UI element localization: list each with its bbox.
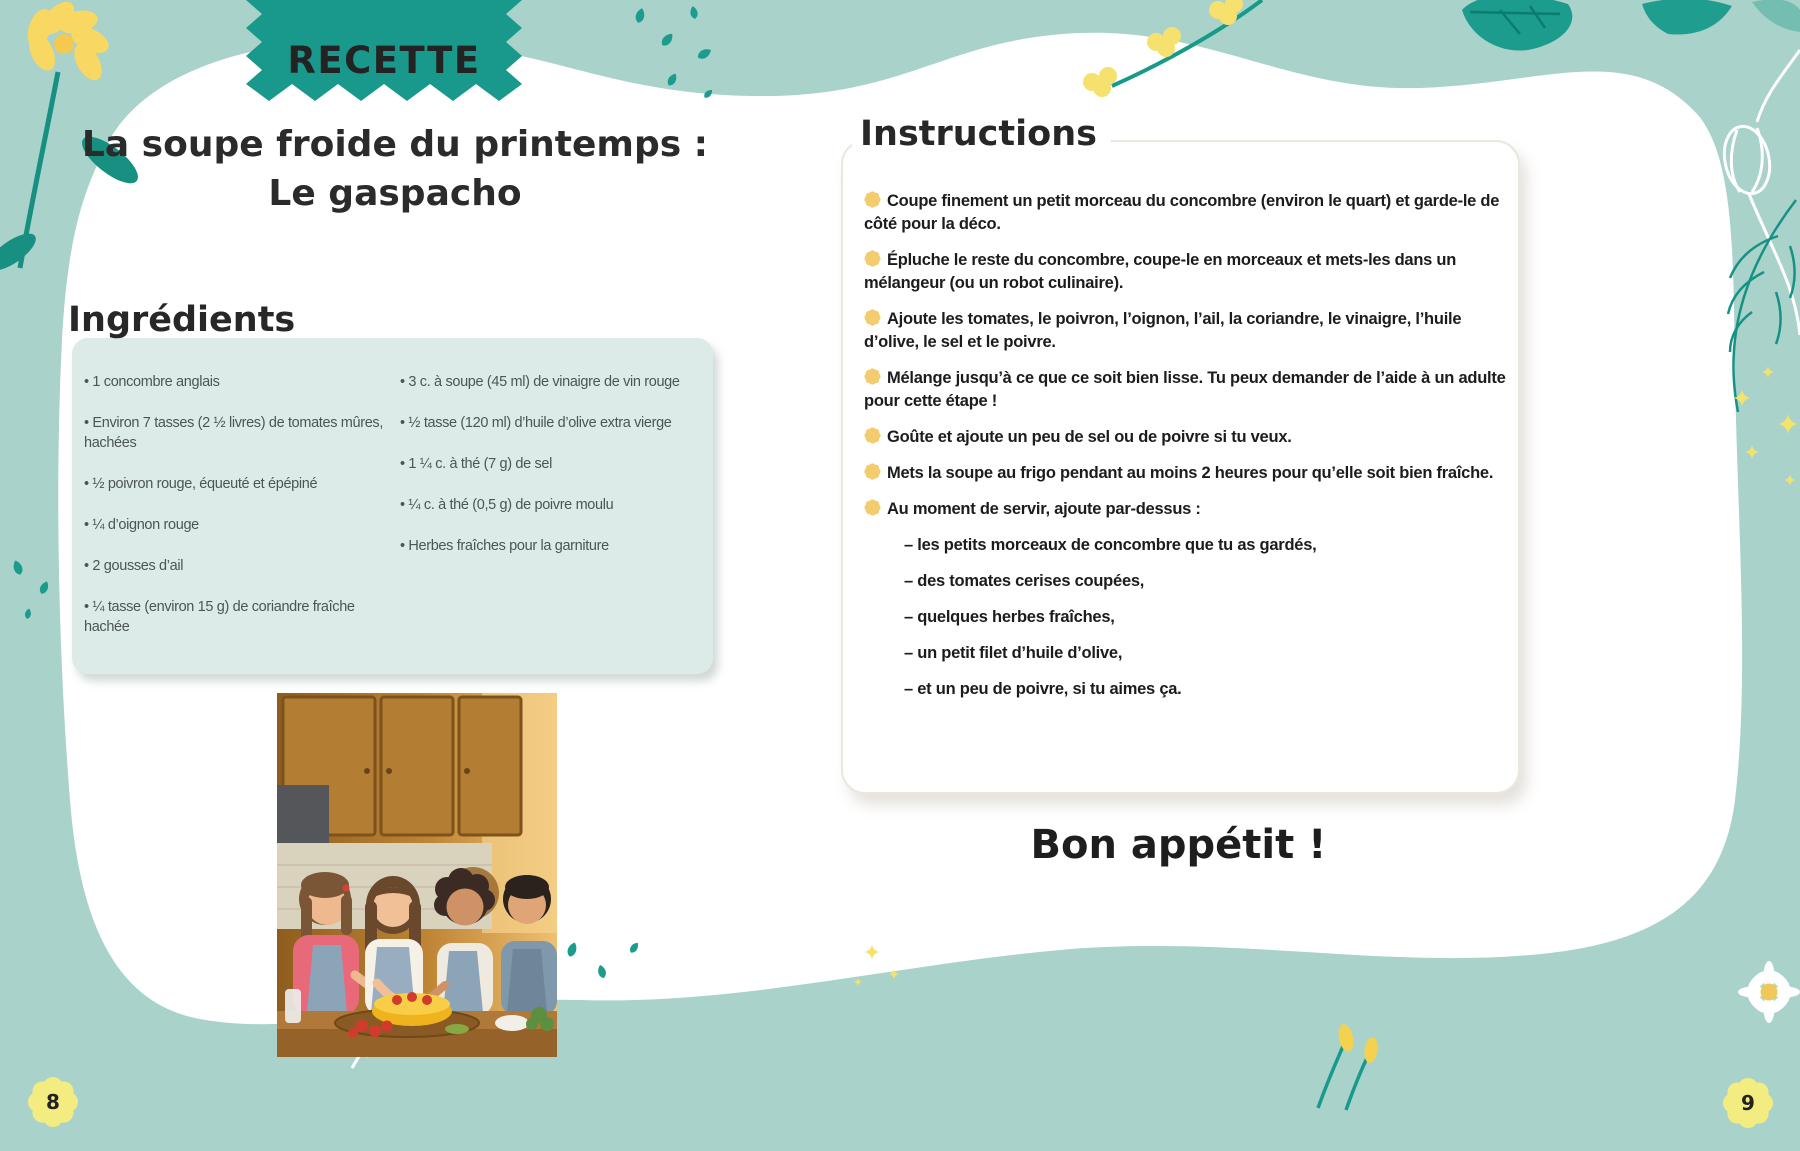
ingredient-item: • 2 gousses d’ail (84, 556, 396, 576)
flower-bullet-icon (864, 309, 881, 326)
ingredient-item: • 1 concombre anglais (84, 372, 396, 392)
ingredients-column-1 (84, 372, 396, 658)
instruction-substep: – un petit filet d’huile d’olive, (904, 644, 1123, 662)
ingredient-item: • Herbes fraîches pour la garniture (400, 536, 712, 556)
closing-text: Bon appétit ! (1030, 822, 1327, 868)
ingredient-item: • 1 ¼ c. à thé (7 g) de sel (400, 454, 712, 474)
instruction-step: Mets la soupe au frigo pendant au moins 2 heures pour qu’elle soit bien fraîche. (864, 462, 1510, 485)
ingredient-item: • Environ 7 tasses (2 ½ livres) de tomates mûres, hachées (84, 413, 396, 453)
instruction-substep: – quelques herbes fraîches, (904, 608, 1115, 626)
instruction-step: Épluche le reste du concombre, coupe-le en morceaux et mets-les dans un mélangeur (ou un robot culinaire). (864, 251, 1457, 292)
flower-bullet-icon (864, 499, 881, 516)
ingredient-item: • ½ poivron rouge, équeuté et épépiné (84, 474, 396, 494)
flower-bullet-icon (864, 463, 881, 480)
instructions-heading: Instructions (852, 114, 1111, 160)
recipe-title-line1: La soupe froide du printemps : (81, 124, 709, 165)
instruction-step: Goûte et ajoute un peu de sel ou de poivre si tu veux. (864, 426, 1510, 449)
instructions-list (864, 190, 1510, 714)
ingredients-column-2 (400, 372, 712, 577)
recipe-title (75, 120, 715, 218)
flower-bullet-icon (864, 191, 881, 208)
ingredient-item: • ¼ d’oignon rouge (84, 515, 396, 535)
ingredient-item: • ½ tasse (120 ml) d’huile d’olive extra vierge (400, 413, 712, 433)
instruction-substep: – les petits morceaux de concombre que tu as gardés, (904, 536, 1317, 554)
instruction-substep: – et un peu de poivre, si tu aimes ça. (904, 680, 1182, 698)
instruction-substep: – des tomates cerises coupées, (904, 572, 1145, 590)
recette-banner-label: RECETTE (287, 38, 481, 82)
ingredient-item: • ¼ c. à thé (0,5 g) de poivre moulu (400, 495, 712, 515)
children-preparing-gaspacho-photo (277, 693, 557, 1057)
flower-bullet-icon (864, 427, 881, 444)
instruction-step: Au moment de servir, ajoute par-dessus : (864, 498, 1510, 521)
ingredient-item: • 3 c. à soupe (45 ml) de vinaigre de vin rouge (400, 372, 712, 392)
recipe-title-line2: Le gaspacho (268, 173, 522, 214)
instruction-step: Coupe finement un petit morceau du concombre (environ le quart) et garde-le de côté pour la déco. (864, 192, 1500, 233)
instruction-step: Mélange jusqu’à ce que ce soit bien lisse. Tu peux demander de l’aide à un adulte pour cette étape ! (864, 369, 1506, 410)
flower-bullet-icon (864, 368, 881, 385)
flower-bullet-icon (864, 250, 881, 267)
instruction-step: Ajoute les tomates, le poivron, l’oignon, l’ail, la coriandre, le vinaigre, l’huile d’olive, le sel et le poivre. (864, 310, 1462, 351)
page-number-right: 9 (1741, 1091, 1755, 1115)
page-number-left: 8 (46, 1090, 60, 1114)
ingredients-heading: Ingrédients (68, 300, 296, 340)
ingredient-item: • ¼ tasse (environ 15 g) de coriandre fraîche hachée (84, 597, 396, 637)
